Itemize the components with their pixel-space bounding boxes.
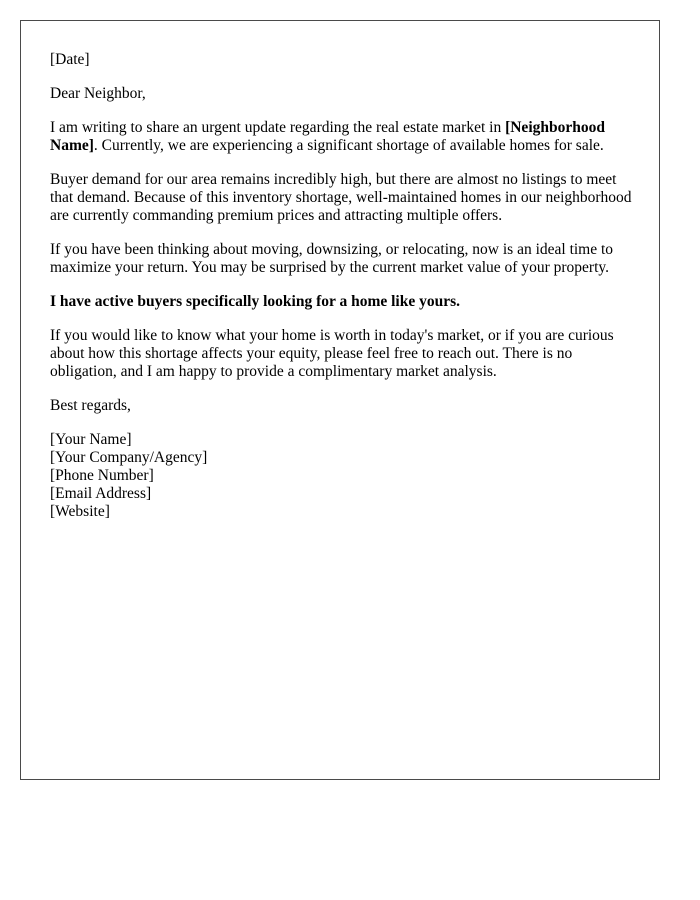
paragraph-demand: Buyer demand for our area remains incredibly high, but there are almost no listings to meet that demand. Because of this inventory shortage, well-maintained homes in our neighborhood are currently commanding premium prices and attracting multiple offers. bbox=[50, 171, 632, 224]
intro-text-end: . Currently, we are experiencing a significant shortage of available homes for sale. bbox=[93, 137, 604, 154]
letter-frame bbox=[20, 20, 660, 780]
signature-email: [Email Address] bbox=[50, 485, 152, 502]
letter-body bbox=[50, 51, 640, 521]
signature-name: [Your Name] bbox=[50, 431, 132, 448]
letter-closing: Best regards, bbox=[50, 397, 131, 414]
paragraph-timing: If you have been thinking about moving, downsizing, or relocating, now is an ideal time to maximize your return. You may be surprised by the current market value of your property. bbox=[50, 241, 614, 276]
signature-company: [Your Company/Agency] bbox=[50, 449, 208, 466]
letter-salutation: Dear Neighbor, bbox=[50, 85, 146, 102]
signature-phone: [Phone Number] bbox=[50, 467, 154, 484]
intro-text-start: I am writing to share an urgent update regarding the real estate market in bbox=[50, 119, 506, 136]
neighborhood-name-placeholder: [Neighborhood Name] bbox=[50, 119, 605, 154]
signature-block bbox=[50, 431, 640, 521]
letter-date: [Date] bbox=[50, 51, 90, 68]
paragraph-active-buyers: I have active buyers specifically looking for a home like yours. bbox=[50, 293, 461, 310]
paragraph-intro bbox=[50, 119, 640, 155]
paragraph-offer: If you would like to know what your home is worth in today's market, or if you are curious about how this shortage affects your equity, please feel free to reach out. There is no obligation, and I am happy to provide a complimentary market analysis. bbox=[50, 327, 614, 380]
signature-website: [Website] bbox=[50, 503, 110, 520]
